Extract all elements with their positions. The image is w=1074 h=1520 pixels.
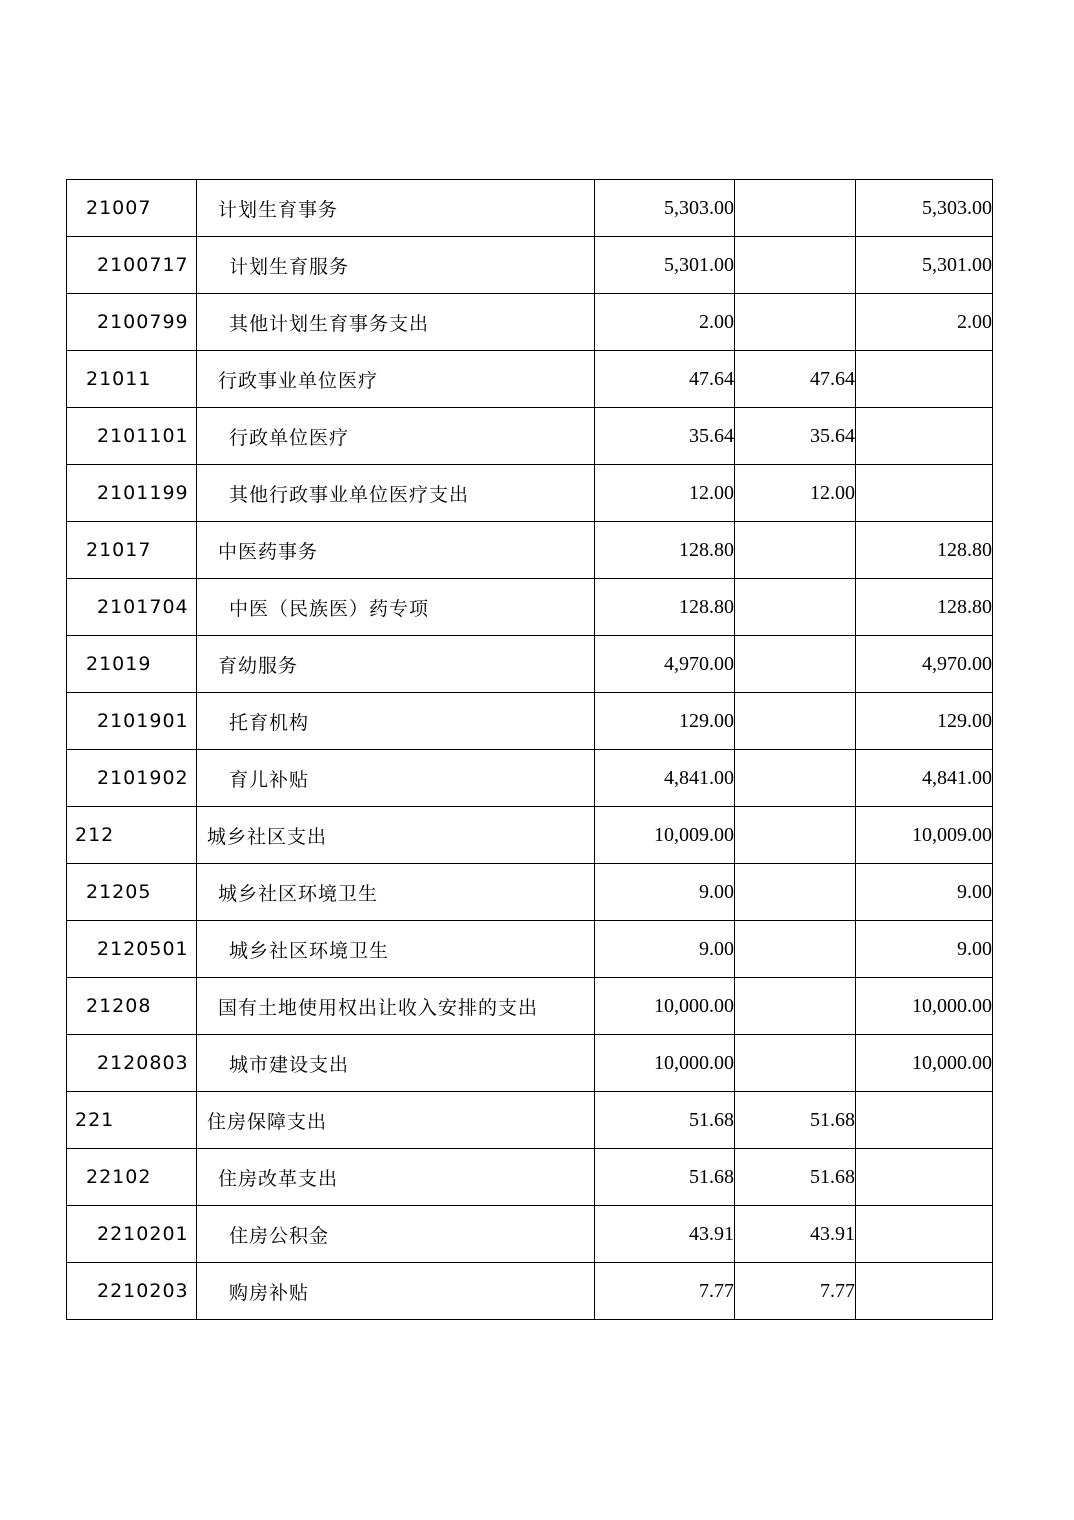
subject-code: 2101199 [67, 465, 197, 522]
total-amount: 47.64 [595, 351, 735, 408]
project-amount: 10,000.00 [856, 1035, 993, 1092]
total-amount: 5,301.00 [595, 237, 735, 294]
basic-amount [735, 978, 856, 1035]
subject-name: 住房公积金 [197, 1206, 595, 1263]
project-amount [856, 351, 993, 408]
subject-code: 21017 [67, 522, 197, 579]
basic-amount: 35.64 [735, 408, 856, 465]
subject-code: 2101704 [67, 579, 197, 636]
table-row [67, 750, 993, 807]
basic-amount [735, 579, 856, 636]
table-row [67, 579, 993, 636]
basic-amount [735, 807, 856, 864]
subject-code: 2101101 [67, 408, 197, 465]
project-amount [856, 1092, 993, 1149]
total-amount: 12.00 [595, 465, 735, 522]
subject-name: 育儿补贴 [197, 750, 595, 807]
table-row [67, 1149, 993, 1206]
project-amount: 2.00 [856, 294, 993, 351]
project-amount [856, 465, 993, 522]
total-amount: 51.68 [595, 1149, 735, 1206]
subject-name: 托育机构 [197, 693, 595, 750]
table-row [67, 180, 993, 237]
total-amount: 4,841.00 [595, 750, 735, 807]
subject-name: 城市建设支出 [197, 1035, 595, 1092]
total-amount: 9.00 [595, 921, 735, 978]
project-amount: 9.00 [856, 864, 993, 921]
basic-amount [735, 921, 856, 978]
budget-table-body [67, 180, 993, 1320]
subject-name: 城乡社区环境卫生 [197, 921, 595, 978]
subject-code: 2101902 [67, 750, 197, 807]
subject-name: 中医药事务 [197, 522, 595, 579]
basic-amount [735, 636, 856, 693]
basic-amount: 51.68 [735, 1092, 856, 1149]
subject-code: 2120803 [67, 1035, 197, 1092]
project-amount: 10,000.00 [856, 978, 993, 1035]
table-row [67, 921, 993, 978]
table-row [67, 807, 993, 864]
project-amount [856, 1206, 993, 1263]
subject-name: 住房改革支出 [197, 1149, 595, 1206]
total-amount: 10,009.00 [595, 807, 735, 864]
total-amount: 4,970.00 [595, 636, 735, 693]
budget-table [66, 179, 993, 1320]
basic-amount: 12.00 [735, 465, 856, 522]
project-amount [856, 1263, 993, 1320]
table-row [67, 294, 993, 351]
subject-name: 城乡社区支出 [197, 807, 595, 864]
project-amount: 4,970.00 [856, 636, 993, 693]
total-amount: 43.91 [595, 1206, 735, 1263]
subject-name: 国有土地使用权出让收入安排的支出 [197, 978, 595, 1035]
project-amount: 4,841.00 [856, 750, 993, 807]
basic-amount [735, 180, 856, 237]
subject-code: 2210201 [67, 1206, 197, 1263]
table-row [67, 1263, 993, 1320]
total-amount: 35.64 [595, 408, 735, 465]
basic-amount [735, 294, 856, 351]
subject-code: 2210203 [67, 1263, 197, 1320]
total-amount: 10,000.00 [595, 1035, 735, 1092]
basic-amount [735, 864, 856, 921]
table-row [67, 864, 993, 921]
basic-amount [735, 750, 856, 807]
subject-name: 中医（民族医）药专项 [197, 579, 595, 636]
project-amount: 5,301.00 [856, 237, 993, 294]
basic-amount: 7.77 [735, 1263, 856, 1320]
table-row [67, 1206, 993, 1263]
total-amount: 5,303.00 [595, 180, 735, 237]
subject-name: 行政事业单位医疗 [197, 351, 595, 408]
project-amount: 128.80 [856, 522, 993, 579]
subject-name: 计划生育事务 [197, 180, 595, 237]
subject-code: 2120501 [67, 921, 197, 978]
subject-name: 住房保障支出 [197, 1092, 595, 1149]
project-amount [856, 408, 993, 465]
subject-name: 计划生育服务 [197, 237, 595, 294]
table-row [67, 636, 993, 693]
subject-name: 其他行政事业单位医疗支出 [197, 465, 595, 522]
project-amount: 9.00 [856, 921, 993, 978]
table-row [67, 351, 993, 408]
subject-code: 212 [67, 807, 197, 864]
subject-code: 21011 [67, 351, 197, 408]
subject-code: 21019 [67, 636, 197, 693]
basic-amount [735, 522, 856, 579]
basic-amount [735, 693, 856, 750]
table-row [67, 237, 993, 294]
subject-code: 2100799 [67, 294, 197, 351]
basic-amount [735, 1035, 856, 1092]
table-row [67, 408, 993, 465]
subject-code: 21007 [67, 180, 197, 237]
total-amount: 9.00 [595, 864, 735, 921]
basic-amount: 51.68 [735, 1149, 856, 1206]
total-amount: 2.00 [595, 294, 735, 351]
total-amount: 51.68 [595, 1092, 735, 1149]
subject-name: 其他计划生育事务支出 [197, 294, 595, 351]
total-amount: 128.80 [595, 522, 735, 579]
table-row [67, 978, 993, 1035]
subject-name: 购房补贴 [197, 1263, 595, 1320]
project-amount: 128.80 [856, 579, 993, 636]
project-amount: 5,303.00 [856, 180, 993, 237]
total-amount: 10,000.00 [595, 978, 735, 1035]
table-row [67, 693, 993, 750]
subject-name: 行政单位医疗 [197, 408, 595, 465]
total-amount: 129.00 [595, 693, 735, 750]
table-row [67, 1092, 993, 1149]
basic-amount: 47.64 [735, 351, 856, 408]
table-row [67, 1035, 993, 1092]
basic-amount: 43.91 [735, 1206, 856, 1263]
project-amount: 129.00 [856, 693, 993, 750]
subject-name: 育幼服务 [197, 636, 595, 693]
basic-amount [735, 237, 856, 294]
subject-name: 城乡社区环境卫生 [197, 864, 595, 921]
subject-code: 21208 [67, 978, 197, 1035]
subject-code: 2101901 [67, 693, 197, 750]
table-row [67, 465, 993, 522]
subject-code: 221 [67, 1092, 197, 1149]
subject-code: 21205 [67, 864, 197, 921]
subject-code: 2100717 [67, 237, 197, 294]
table-row [67, 522, 993, 579]
project-amount [856, 1149, 993, 1206]
project-amount: 10,009.00 [856, 807, 993, 864]
subject-code: 22102 [67, 1149, 197, 1206]
total-amount: 7.77 [595, 1263, 735, 1320]
total-amount: 128.80 [595, 579, 735, 636]
